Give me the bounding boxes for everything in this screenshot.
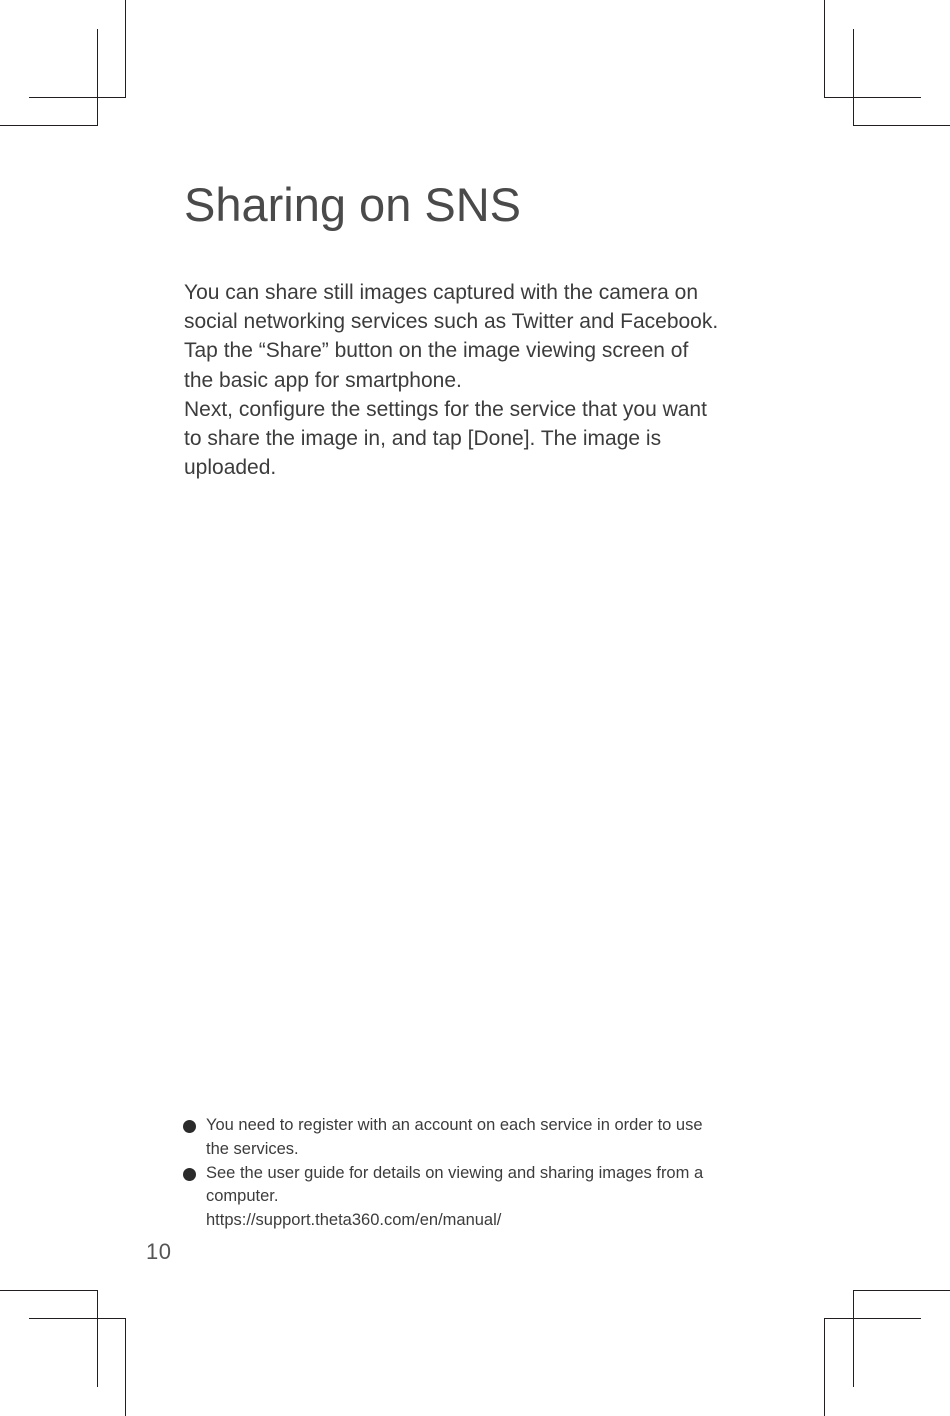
crop-mark <box>853 125 950 126</box>
notes-list <box>183 1114 783 1233</box>
note-item <box>183 1162 783 1233</box>
crop-mark <box>0 1290 98 1291</box>
page-number: 10 <box>146 1239 172 1264</box>
body-line: Next, configure the settings for the service that you want <box>184 397 707 421</box>
bullet-icon <box>183 1120 196 1133</box>
note-line: the services. <box>206 1139 299 1158</box>
crop-mark <box>824 97 921 98</box>
manual-url: https://support.theta360.com/en/manual/ <box>206 1211 502 1230</box>
crop-mark <box>853 1290 950 1291</box>
bullet-icon <box>183 1168 196 1181</box>
body-line: uploaded. <box>184 456 277 480</box>
crop-mark <box>824 1318 825 1416</box>
note-item <box>183 1114 783 1162</box>
crop-mark <box>853 29 854 126</box>
body-line: Tap the “Share” button on the image viewing screen of <box>184 339 689 363</box>
body-line: social networking services such as Twitter and Facebook. <box>184 310 719 334</box>
crop-mark <box>97 1290 98 1387</box>
note-line: See the user guide for details on viewing and sharing images from a <box>206 1163 704 1182</box>
crop-mark <box>853 1290 854 1387</box>
body-line: You can share still images captured with the camera on <box>184 281 699 304</box>
body-line: to share the image in, and tap [Done]. The image is <box>184 427 662 451</box>
crop-mark <box>824 0 825 97</box>
page-title: Sharing on SNS <box>184 178 522 231</box>
body-paragraph <box>184 278 784 482</box>
body-line: the basic app for smartphone. <box>184 368 462 392</box>
note-line: You need to register with an account on each service in order to use <box>206 1116 703 1134</box>
crop-mark <box>125 1318 126 1416</box>
crop-mark <box>824 1318 921 1319</box>
crop-mark <box>97 29 98 126</box>
crop-mark <box>29 97 126 98</box>
crop-mark <box>0 125 98 126</box>
crop-mark <box>29 1318 126 1319</box>
crop-mark <box>125 0 126 97</box>
note-line: computer. <box>206 1187 279 1206</box>
